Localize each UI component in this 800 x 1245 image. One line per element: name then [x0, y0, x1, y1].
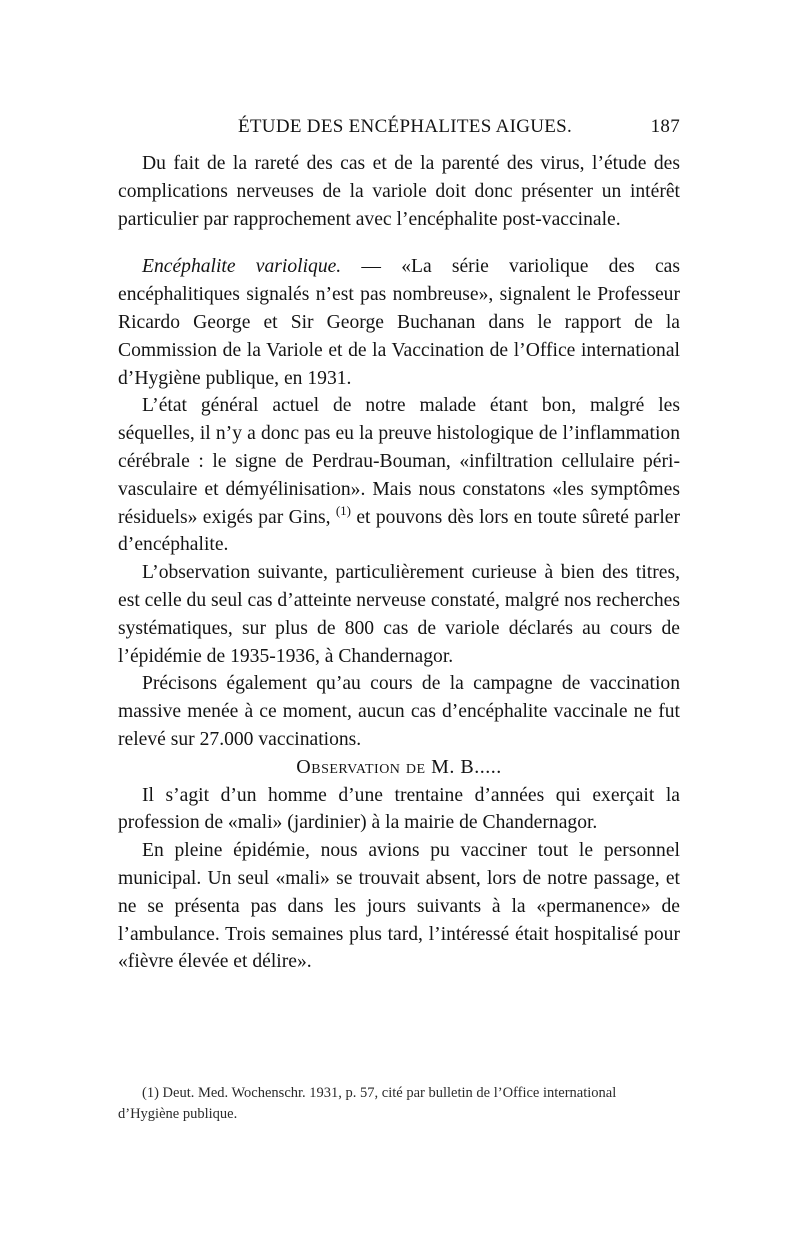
- paragraph-3-part-b: et pouvons dès lors en toute sûreté parler d’encéphalite.: [118, 506, 680, 556]
- paragraph-5: Précisons également qu’au cours de la campagne de vaccination massive menée à ce moment, aucun cas d’encéphalite vaccinale ne fut relevé sur 27.000 vaccinations.: [118, 673, 680, 750]
- paragraph-6: Il s’agit d’un homme d’une trentaine d’années qui exerçait la profession de «mali» (jardinier) à la mairie de Chandernagor.: [118, 784, 680, 834]
- paragraph-2: [118, 253, 680, 392]
- paragraph-3: [118, 392, 680, 559]
- observation-label: Observation de: [296, 755, 426, 778]
- page-number: 187: [650, 116, 680, 137]
- paragraph-1: Du fait de la rareté des cas et de la parenté des virus, l’étude des complications nerveuses de la variole doit donc présenter un intérêt particulier par rapprochement avec l’encéphalite post-vaccinale.: [118, 153, 680, 230]
- observation-name: M. B.....: [431, 755, 502, 778]
- footnote-marker: (1): [335, 502, 352, 518]
- footnote: (1) Deut. Med. Wochenschr. 1931, p. 57, cité par bulletin de l’Office international d’Hygiène publique.: [118, 1085, 617, 1122]
- paragraph-3-part-a: L’état général actuel de notre malade étant bon, malgré les séquelles, il n’y a donc pas eu la preuve histologique de l’inflammation cérébrale : le signe de Perdrau-Bouman, «infiltration cellulaire péri-vasculaire et démyélinisation». Mais nous constatons «les symptômes résiduels» exigés par Gins,: [118, 395, 680, 528]
- section-heading-encephalite-variolique: Encéphalite variolique.: [142, 256, 342, 278]
- paragraph-7: En pleine épidémie, nous avions pu vacciner tout le personnel municipal. Un seul «mali» se trouvait absent, lors de notre passage, et ne se présenta pas dans les jours suivants à la «permanence» de l’ambulance. Trois semaines plus tard, l’intéressé était hospitalisé pour «fièvre élevée et délire».: [118, 840, 680, 973]
- paragraph-4: L’observation suivante, particulièrement curieuse à bien des titres, est celle du seul cas d’atteinte nerveuse constaté, malgré nos recherches systématiques, sur plus de 800 cas de variole déclarés au cours de l’épidémie de 1935-1936, à Chandernagor.: [118, 562, 680, 667]
- running-title: ÉTUDE DES ENCÉPHALITES AIGUES.: [238, 116, 573, 137]
- body-text: [118, 150, 680, 976]
- running-header: [118, 116, 680, 142]
- paragraph-2-text: — «La série variolique des cas encéphalitiques signalés n’est pas nombreuse», signalent le Professeur Ricardo George et Sir George Buchanan dans le rapport de la Commission de la Variole et de la Vaccination de l’Office international d’Hygiène publique, en 1931.: [118, 256, 680, 389]
- observation-heading: [118, 754, 680, 782]
